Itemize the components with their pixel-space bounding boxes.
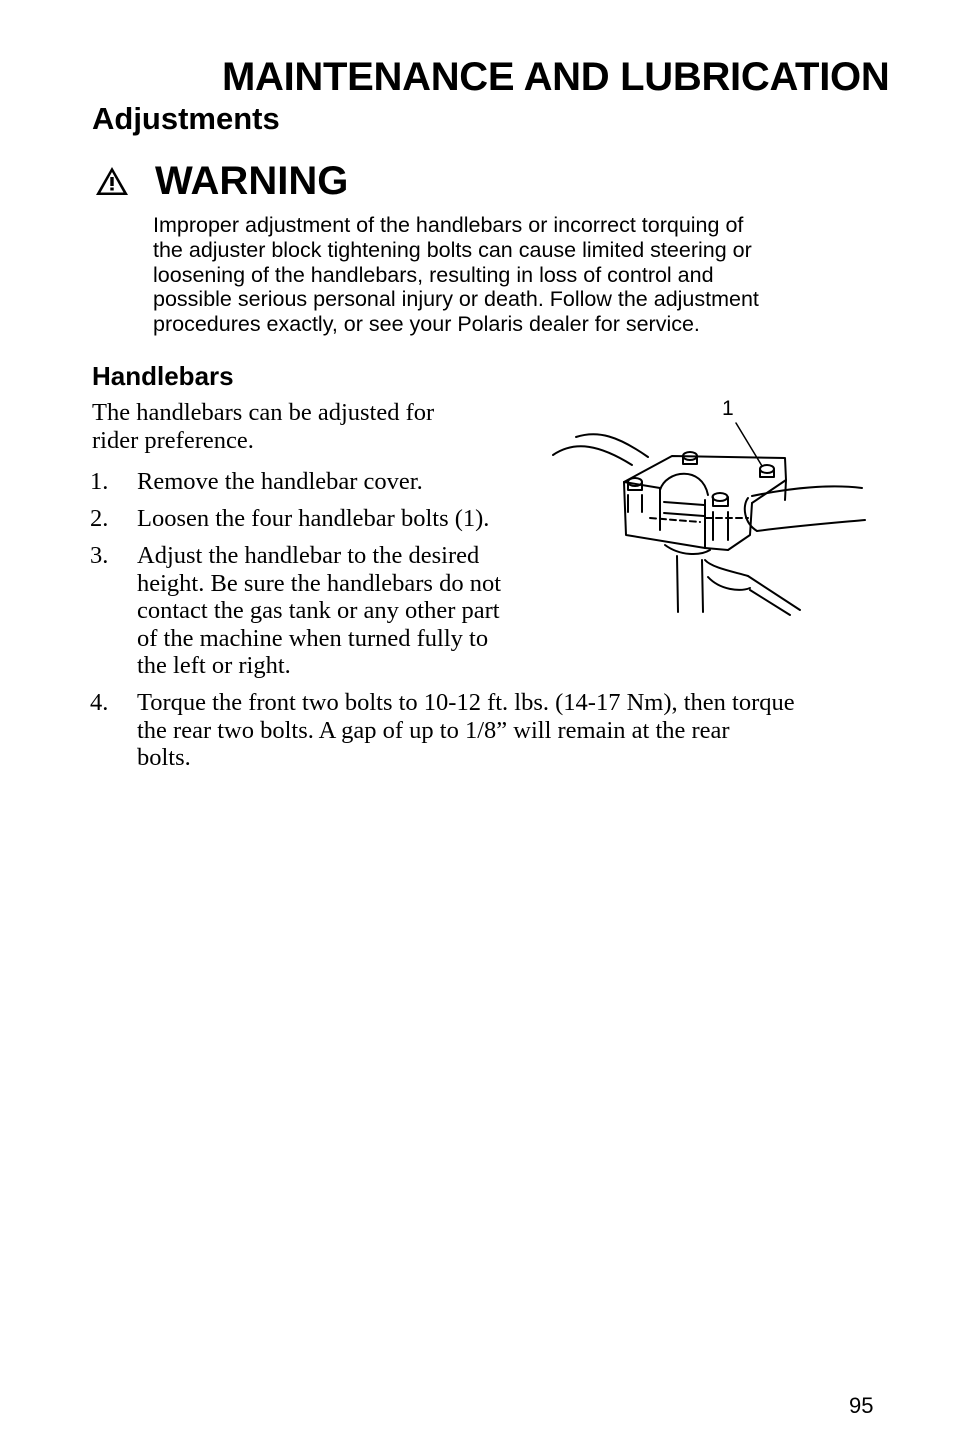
step-line: the left or right. (137, 652, 291, 679)
intro-line: rider preference. (92, 427, 254, 454)
handlebars-intro (92, 399, 434, 455)
step-line: contact the gas tank or any other part (137, 597, 500, 624)
step-number: 1. (90, 468, 109, 495)
bolt-rear-right (760, 465, 774, 477)
bolt-rear-left (683, 452, 697, 464)
step-line: of the machine when turned fully to (137, 624, 489, 652)
warning-line: possible serious personal injury or death. Follow the adjustment (153, 287, 759, 312)
step-line: Remove the handlebar cover. (137, 468, 423, 495)
step-line: Torque the front two bolts to 10-12 ft. lbs. (14-17 Nm), then torque (137, 689, 795, 716)
figure-callout-label: 1 (722, 397, 734, 420)
page-number: 95 (849, 1393, 874, 1418)
step-line: height. Be sure the handlebars do not (137, 569, 502, 597)
step-number: 3. (90, 542, 109, 569)
handlebar-clamp-illustration (548, 396, 868, 622)
warning-title: WARNING (155, 159, 349, 203)
step-line: Adjust the handlebar to the desired (137, 542, 480, 569)
warning-line: the adjuster block tightening bolts can cause limited steering or (153, 237, 752, 262)
warning-text (153, 213, 893, 337)
section-title: Adjustments (92, 101, 280, 136)
intro-line: The handlebars can be adjusted for (92, 399, 435, 426)
chapter-title: MAINTENANCE AND LUBRICATION (222, 55, 890, 99)
warning-triangle-icon (95, 166, 129, 196)
warning-line: Improper adjustment of the handlebars or incorrect torquing of (153, 213, 744, 237)
step-text (137, 468, 423, 496)
step-text (137, 505, 489, 533)
step-line: the rear two bolts. A gap of up to 1/8” will remain at the rear (137, 716, 730, 744)
step-text (137, 689, 795, 772)
step-text (137, 542, 501, 680)
step-number: 2. (90, 505, 109, 532)
step-line: bolts. (137, 744, 191, 771)
bolt-front-right (713, 493, 729, 540)
step-number: 4. (90, 689, 109, 716)
handlebars-heading: Handlebars (92, 361, 234, 391)
step-line: Loosen the four handlebar bolts (1). (137, 505, 490, 532)
warning-line: loosening of the handlebars, resulting in loss of control and (153, 262, 714, 287)
warning-line: procedures exactly, or see your Polaris dealer for service. (153, 312, 700, 337)
